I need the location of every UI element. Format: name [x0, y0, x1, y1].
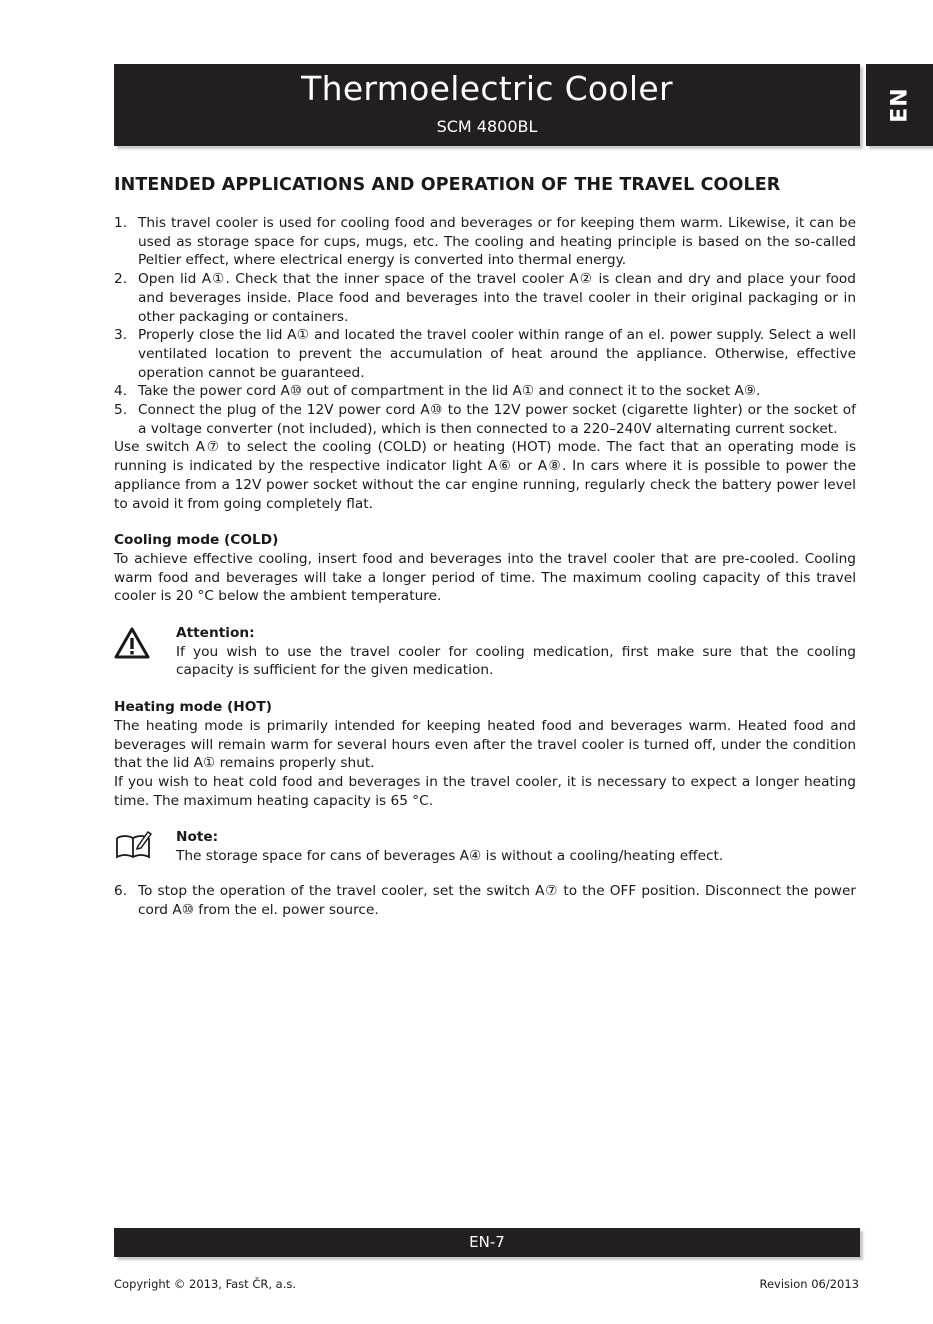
list-item-number: 4. [114, 383, 128, 400]
attention-text: If you wish to use the travel cooler for cooling medication, first make sure that the cooling capacity is sufficient for the given medication. [176, 643, 856, 679]
list-item-number: 6. [114, 882, 128, 899]
language-tab [866, 64, 933, 146]
list-item-text: This travel cooler is used for cooling food and beverages or for keeping them warm. Likewise, it can be used as storage space for cups, mugs, etc. The cooling and heating principle is based on the so-called Peltier effect, where electrical energy is converted into thermal energy. [138, 215, 856, 269]
list-item-number: 1. [114, 215, 128, 231]
revision-text: Revision 06/2013 [759, 1277, 859, 1291]
list-item [114, 882, 856, 919]
heating-mode-title: Heating mode (HOT) [114, 699, 272, 716]
list-item [114, 270, 856, 326]
list-item-number: 3. [114, 327, 128, 344]
attention-label: Attention: [176, 625, 255, 642]
header-bar [114, 64, 860, 146]
list-item-number: 2. [114, 271, 128, 288]
page-title: Thermoelectric Cooler [301, 69, 673, 108]
note-label: Note: [176, 829, 219, 846]
heating-mode-text-2: If you wish to heat cold food and beverages in the travel cooler, it is necessary to expect a longer heating time. The maximum heating capacity is 65 °C. [114, 773, 856, 809]
item5-continuation: Use switch A⑦ to select the cooling (COLD) or heating (HOT) mode. The fact that an operating mode is running is indicated by the respective indicator light A⑥ or A⑧. In cars where it is possible to power the appliance from a 12V power socket without the car engine running, regularly check the battery power level to avoid it from going completely flat. [114, 439, 856, 512]
language-tab-label: EN [887, 87, 912, 123]
list-item-text: Open lid A①. Check that the inner space of the travel cooler A② is clean and dry and place your food and beverages inside. Place food and beverages into the travel cooler in their original packaging or in other packaging or containers. [138, 271, 856, 325]
list-item-text: Properly close the lid A① and located the travel cooler within range of an el. power supply. Select a well ventilated location to prevent the accumulation of heat around the appliance. Otherwise, effective operation cannot be guaranteed. [138, 327, 856, 381]
model-number: SCM 4800BL [436, 117, 538, 136]
cooling-mode-text: To achieve effective cooling, insert food and beverages into the travel cooler that are pre-cooled. Cooling warm food and beverages will take a longer period of time. The maximum cooling capacity of this travel cooler is 20 °C below the ambient temperature. [114, 550, 856, 605]
list-item-text: Connect the plug of the 12V power cord A⑩ to the 12V power socket (cigarette lighter) or the socket of a voltage converter (not included), which is then connected to a 220–240V alternating current socket. [138, 402, 856, 437]
section-title: INTENDED APPLICATIONS AND OPERATION OF THE TRAVEL COOLER [114, 175, 781, 195]
warning-triangle-icon [114, 626, 150, 666]
page-number: EN-7 [469, 1233, 505, 1251]
list-item [114, 326, 856, 382]
list-item [114, 382, 856, 401]
open-book-pencil-icon [114, 830, 152, 866]
list-item-text: Take the power cord A⑩ out of compartment in the lid A① and connect it to the socket A⑨. [138, 383, 761, 400]
list-item [114, 401, 856, 438]
content-body [114, 214, 856, 919]
list-item-number: 5. [114, 402, 128, 419]
heating-mode-text: The heating mode is primarily intended for keeping heated food and beverages warm. Heated food and beverages will remain warm for several hours even after the travel cooler is turned off, under the condition that the lid A① remains properly shut. [114, 717, 856, 772]
note-text: The storage space for cans of beverages A④ is without a cooling/heating effect. [176, 848, 724, 865]
copyright-text: Copyright © 2013, Fast ČR, a.s. [114, 1277, 297, 1291]
footer-bar [114, 1228, 860, 1257]
list-item-text: To stop the operation of the travel cooler, set the switch A⑦ to the OFF position. Disconnect the power cord A⑩ from the el. power source. [138, 882, 856, 918]
attention-callout [176, 624, 856, 680]
cooling-mode-title: Cooling mode (COLD) [114, 532, 279, 549]
note-callout [176, 828, 856, 865]
list-item [114, 214, 856, 270]
